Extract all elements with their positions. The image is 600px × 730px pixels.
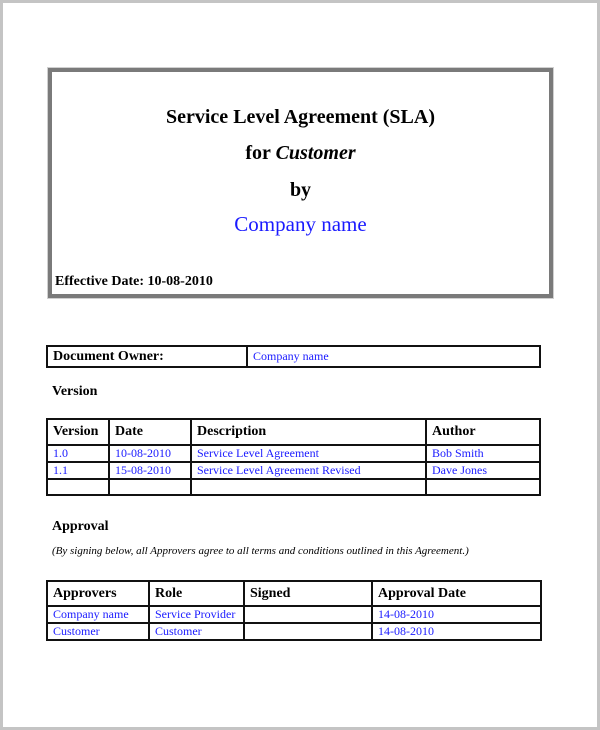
col-header-role: Role bbox=[149, 581, 244, 606]
cell-date: 15-08-2010 bbox=[109, 462, 191, 479]
table-header-row bbox=[47, 581, 541, 606]
cell-version: 1.0 bbox=[47, 445, 109, 462]
cell-description: Service Level Agreement Revised bbox=[191, 462, 426, 479]
title-for-line bbox=[52, 142, 549, 165]
cell-author: Dave Jones bbox=[426, 462, 540, 479]
title-for-prefix: for bbox=[245, 142, 276, 164]
approval-table bbox=[46, 580, 542, 641]
approval-note: (By signing below, all Approvers agree to all terms and conditions outlined in this Agreement.) bbox=[52, 545, 469, 557]
table-row bbox=[47, 623, 541, 640]
document-owner-label: Document Owner: bbox=[47, 346, 247, 367]
col-header-description: Description bbox=[191, 419, 426, 445]
title-company-name: Company name bbox=[234, 212, 367, 236]
cell-date: 10-08-2010 bbox=[109, 445, 191, 462]
cell-version bbox=[47, 479, 109, 495]
cell-approval-date: 14-08-2010 bbox=[372, 606, 541, 623]
document-owner-table bbox=[46, 345, 541, 368]
col-header-version: Version bbox=[47, 419, 109, 445]
cell-role: Service Provider bbox=[149, 606, 244, 623]
cell-signed bbox=[244, 606, 372, 623]
cell-role: Customer bbox=[149, 623, 244, 640]
title-block bbox=[48, 68, 553, 298]
approval-heading: Approval bbox=[52, 519, 109, 534]
title-by: by bbox=[289, 179, 312, 201]
cell-approver: Company name bbox=[47, 606, 149, 623]
table-row bbox=[47, 462, 540, 479]
table-row bbox=[47, 346, 540, 367]
document-owner-value: Company name bbox=[247, 346, 540, 367]
table-header-row bbox=[47, 419, 540, 445]
title-customer: Customer bbox=[275, 142, 356, 164]
cell-description bbox=[191, 479, 426, 495]
table-row bbox=[47, 445, 540, 462]
document-title: Service Level Agreement (SLA) bbox=[166, 106, 435, 128]
col-header-author: Author bbox=[426, 419, 540, 445]
version-heading: Version bbox=[52, 384, 98, 399]
cell-version: 1.1 bbox=[47, 462, 109, 479]
cell-date bbox=[109, 479, 191, 495]
cell-description: Service Level Agreement bbox=[191, 445, 426, 462]
col-header-approvers: Approvers bbox=[47, 581, 149, 606]
table-row bbox=[47, 606, 541, 623]
cell-approval-date: 14-08-2010 bbox=[372, 623, 541, 640]
col-header-approval-date: Approval Date bbox=[372, 581, 541, 606]
cell-author: Bob Smith bbox=[426, 445, 540, 462]
table-row-empty bbox=[47, 479, 540, 495]
version-table bbox=[46, 418, 541, 496]
cell-signed bbox=[244, 623, 372, 640]
col-header-date: Date bbox=[109, 419, 191, 445]
cell-author bbox=[426, 479, 540, 495]
cell-approver: Customer bbox=[47, 623, 149, 640]
effective-date: Effective Date: 10-08-2010 bbox=[55, 274, 213, 289]
col-header-signed: Signed bbox=[244, 581, 372, 606]
